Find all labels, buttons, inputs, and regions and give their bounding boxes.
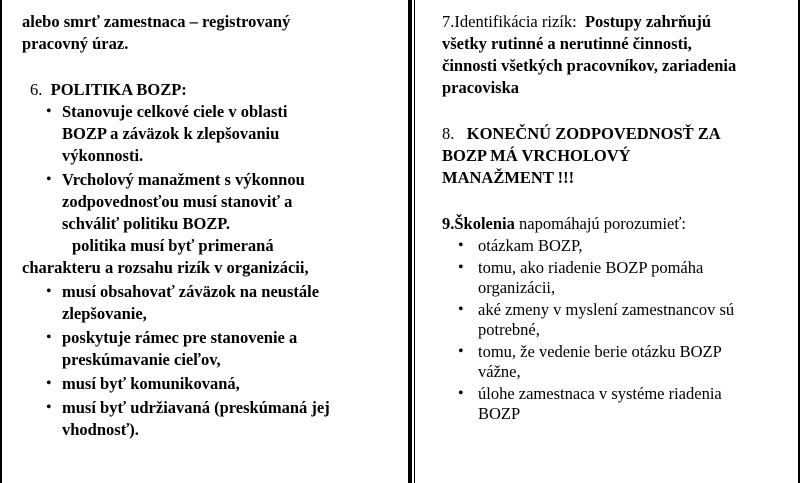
left-column: [22, 0, 400, 483]
s7-prefix: 7.Identifikácia rizík:: [442, 12, 577, 31]
bullet-icon: •: [458, 237, 464, 254]
s8-line-1: [442, 124, 721, 144]
s9-title: 9.Školenia: [442, 214, 515, 233]
page-border-left: [0, 0, 2, 483]
s7-l2: všetky rutinné a nerutinné činnosti,: [442, 34, 692, 53]
bullet-icon: •: [46, 329, 52, 346]
s8-number: 8.: [442, 124, 455, 143]
s6-b1-l3: výkonnosti.: [62, 146, 144, 165]
intro-line-1: alebo smrť zamestnaca – registrovaný: [22, 12, 291, 31]
s9-i4-l1: tomu, že vedenie berie otázku BOZP: [478, 342, 722, 361]
bullet-icon: •: [458, 259, 464, 276]
s6-b2-l3: schváliť politiku BOZP.: [62, 214, 230, 233]
s6-b6-l2: vhodnosť).: [62, 420, 139, 439]
bullet-icon: •: [46, 399, 52, 416]
s7-l3: činnosti všetkých pracovníkov, zariadenia: [442, 56, 737, 75]
intro-line-2: pracovný úraz.: [22, 34, 129, 53]
s6-b5-l1: musí byť komunikovaná,: [62, 374, 240, 393]
s9-i2-l1: tomu, ako riadenie BOZP pomáha: [478, 258, 704, 277]
s6-b4-l1: poskytuje rámec pre stanovenie a: [62, 328, 298, 347]
s6-b2-l1: Vrcholový manažment s výkonnou: [62, 170, 305, 189]
s7-line-1: [442, 12, 711, 32]
bullet-icon: •: [46, 283, 52, 300]
s8-l3: MANAŽMENT !!!: [442, 168, 575, 187]
s7-l1: Postupy zahrňujú: [584, 12, 712, 31]
s6-b3-l1: musí obsahovať záväzok na neustále: [62, 282, 320, 301]
s7-l4: pracoviska: [442, 78, 520, 97]
s6-b2-l2: zodpovednosťou musí stanoviť a: [62, 192, 293, 211]
bullet-icon: •: [458, 301, 464, 318]
bullet-icon: •: [46, 171, 52, 188]
bullet-icon: •: [46, 103, 52, 120]
s9-i1-l1: otázkam BOZP,: [478, 236, 583, 255]
bullet-icon: •: [46, 375, 52, 392]
section6-heading: [30, 80, 187, 100]
s9-i3-l1: aké zmeny v myslení zamestnancov sú: [478, 300, 735, 319]
s9-i4-l2: vážne,: [478, 362, 521, 381]
s6-b1-l2: BOZP a záväzok k zlepšovaniu: [62, 124, 280, 143]
section6-number: 6.: [30, 80, 43, 99]
s9-i2-l2: organizácii,: [478, 278, 556, 297]
s9-title-rest: napomáhajú porozumieť:: [519, 214, 686, 233]
s9-title-line: [442, 214, 686, 234]
s9-i5-l1: úlohe zamestnaca v systéme riadenia: [478, 384, 722, 403]
s6-sub-l1: politika musí byť primeraná: [72, 236, 274, 255]
s6-b6-l1: musí byť udržiavaná (preskúmaná jej: [62, 398, 330, 417]
section6-title: POLITIKA BOZP:: [50, 80, 187, 99]
s6-b3-l2: zlepšovanie,: [62, 304, 147, 323]
bullet-icon: •: [458, 385, 464, 402]
s6-b4-l2: preskúmavanie cieľov,: [62, 350, 221, 369]
s8-l2: BOZP MÁ VRCHOLOVÝ: [442, 146, 631, 165]
s6-sub-l2: charakteru a rozsahu rizík v organizácii,: [22, 258, 309, 277]
bullet-icon: •: [458, 343, 464, 360]
s8-l1: KONEČNÚ ZODPOVEDNOSŤ ZA: [466, 124, 721, 143]
s6-b1-l1: Stanovuje celkové ciele v oblasti: [62, 102, 288, 121]
s9-i3-l2: potrebné,: [478, 320, 540, 339]
column-divider-thin: [414, 0, 415, 483]
s9-i5-l2: BOZP: [478, 404, 521, 423]
column-divider: [408, 0, 412, 483]
right-column: [442, 0, 792, 483]
